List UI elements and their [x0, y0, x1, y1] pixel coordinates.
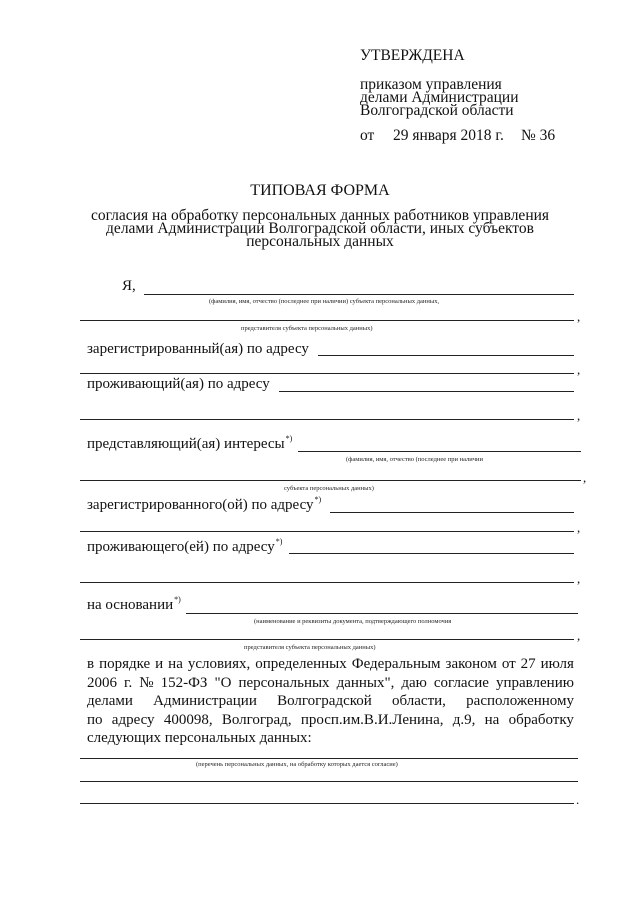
form-subtitle-2: делами Администрации Волгоградской области, иных субъектов	[106, 220, 534, 237]
registered-line-2	[80, 373, 574, 374]
pd-list-line-3	[80, 803, 574, 804]
residing2-label	[87, 539, 282, 557]
basis-line	[186, 613, 578, 614]
consent-line-4: по адресу 400098, Волгоград, просп.им.В.И.Ленина, д.9, на обработку	[87, 711, 574, 728]
comma: ,	[577, 628, 581, 643]
comma: ,	[577, 520, 581, 535]
registered2-label	[87, 497, 321, 515]
representing-text: представляющий(ая) интересы	[87, 436, 285, 452]
residing-line-2	[80, 419, 574, 420]
caption-fio-subject-2: (фамилия, имя, отчество (последнее при наличии	[346, 456, 483, 463]
comma: ,	[583, 470, 587, 485]
residing2-line-2	[80, 582, 574, 583]
form-title: ТИПОВАЯ ФОРМА	[250, 182, 390, 199]
basis-text: на основании	[87, 597, 174, 613]
caption-subject-pd: субъекта персональных данных)	[284, 485, 374, 492]
approval-line-3: Волгоградской области	[360, 102, 514, 119]
residing-label: проживающий(ая) по адресу	[87, 376, 270, 392]
footnote-mark: *)	[275, 537, 283, 546]
registered2-line	[330, 512, 574, 513]
comma: ,	[577, 309, 581, 324]
basis-label	[87, 597, 181, 615]
comma: ,	[577, 362, 581, 377]
caption-fio-subject: (фамилия, имя, отчество (последнее при наличии) субъекта персональных данных,	[209, 298, 440, 305]
registered2-line-2	[80, 531, 574, 532]
consent-line-1: в порядке и на условиях, определенных Федеральным законом от 27 июля	[87, 656, 574, 672]
approval-line-1: приказом управления	[360, 76, 502, 93]
caption-pd-list: (перечень персональных данных, на обработку которых дается согласие)	[196, 761, 398, 768]
representing-line	[298, 451, 581, 452]
consent-line-5: следующих персональных данных:	[87, 730, 312, 746]
approval-number: № 36	[521, 127, 556, 144]
period: .	[576, 792, 580, 807]
form-subtitle-3: персональных данных	[246, 233, 394, 250]
consent-line-3: делами Администрации Волгоградской области, расположенному	[87, 693, 574, 709]
representing-line-2	[80, 480, 581, 481]
comma: ,	[577, 408, 581, 423]
footnote-mark: *)	[285, 434, 293, 443]
fio-line	[144, 294, 574, 295]
representing-label	[87, 436, 292, 454]
approval-heading: УТВЕРЖДЕНА	[360, 47, 465, 64]
registered2-text: зарегистрированного(ой) по адресу	[87, 497, 314, 513]
fio-line-2	[80, 320, 574, 321]
approval-date: 29 января 2018 г.	[393, 127, 504, 144]
consent-line-2: 2006 г. № 152-ФЗ "О персональных данных", даю согласие управлению	[87, 674, 574, 691]
approval-line-2: делами Администрации	[360, 89, 519, 106]
registered-line	[318, 355, 574, 356]
footnote-mark: *)	[174, 595, 181, 604]
residing-line	[279, 391, 574, 392]
caption-document: (наименование и реквизиты документа, подтверждающего полномочия	[254, 618, 452, 625]
pd-list-line-1	[80, 758, 578, 759]
basis-line-2	[80, 639, 574, 640]
caption-representative-2: представителя субъекта персональных данных)	[244, 644, 376, 651]
residing2-text: проживающего(ей) по адресу	[87, 539, 275, 555]
comma: ,	[577, 571, 581, 586]
approval-date-prefix: от	[360, 127, 375, 144]
form-subtitle-1: согласия на обработку персональных данных работников управления	[90, 207, 550, 224]
registered-label: зарегистрированный(ая) по адресу	[87, 341, 309, 357]
footnote-mark: *)	[314, 495, 322, 504]
pd-list-line-2	[80, 781, 578, 782]
caption-representative: представителя субъекта персональных данных)	[241, 325, 373, 332]
consent-paragraph	[87, 655, 574, 748]
i-label: Я,	[122, 278, 136, 294]
residing2-line	[289, 553, 574, 554]
